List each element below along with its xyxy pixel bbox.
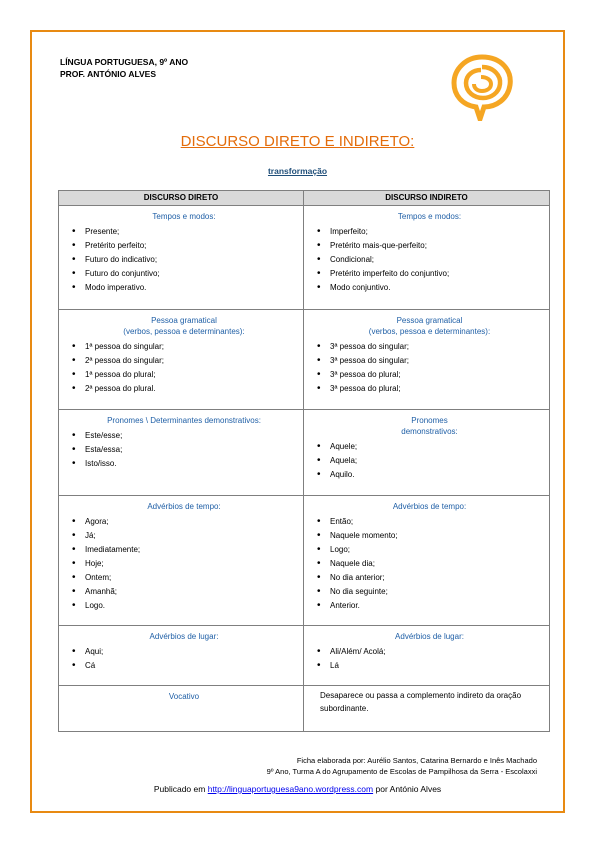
table-row: [59, 310, 550, 410]
list-item: • Naquele dia;: [316, 557, 543, 571]
list-item: • Imperfeito;: [316, 225, 543, 239]
list-item: • No dia anterior;: [316, 571, 543, 585]
list-item: • Aquele;: [316, 440, 543, 454]
list-item: • 3ª pessoa do plural;: [316, 382, 543, 396]
list-item: • Então;: [316, 515, 543, 529]
table-header-row: [59, 191, 550, 206]
list-item: • Imediatamente;: [71, 543, 297, 557]
bullet-list: [71, 429, 297, 471]
table-cell: [304, 626, 550, 686]
table-cell: [59, 496, 304, 626]
section-title: Advérbios de lugar:: [149, 632, 219, 641]
blog-link[interactable]: http://linguaportuguesa9ano.wordpress.com: [207, 784, 374, 794]
column-header-indirect: DISCURSO INDIRETO: [304, 191, 550, 206]
list-item: • Ontem;: [71, 571, 297, 585]
list-item: • Hoje;: [71, 557, 297, 571]
table-cell: [304, 686, 550, 732]
list-item: • Esta/essa;: [71, 443, 297, 457]
list-item: • 1ª pessoa do singular;: [71, 340, 297, 354]
table-cell: [59, 686, 304, 732]
comparison-table: [58, 190, 550, 732]
list-item: • Cá: [71, 659, 297, 673]
section-title: [316, 415, 543, 437]
table-row: [59, 410, 550, 496]
bullet-list: [316, 645, 543, 673]
list-item: • Logo;: [316, 543, 543, 557]
list-item: • 3ª pessoa do singular;: [316, 354, 543, 368]
document-subtitle: transformação: [267, 166, 328, 176]
table-row: [59, 686, 550, 732]
list-item: • Amanhã;: [71, 585, 297, 599]
footer-authors: Ficha elaborada por: Aurélio Santos, Catarina Bernardo e Inês Machado: [296, 756, 537, 765]
table-cell: [304, 310, 550, 410]
list-item: • Futuro do conjuntivo;: [71, 267, 297, 281]
document-title: DISCURSO DIRETO E INDIRETO:: [180, 133, 415, 150]
table-cell: [59, 310, 304, 410]
list-item: • 2ª pessoa do singular;: [71, 354, 297, 368]
table-row: [59, 496, 550, 626]
section-title-line1: Pronomes: [411, 416, 448, 425]
published-suffix: por António Alves: [375, 784, 442, 794]
list-item: • Presente;: [71, 225, 297, 239]
bullet-list: [316, 225, 543, 295]
list-item: • 3ª pessoa do plural;: [316, 368, 543, 382]
section-title: [71, 315, 297, 337]
list-item: • Modo imperativo.: [71, 281, 297, 295]
list-item: • 1ª pessoa do plural;: [71, 368, 297, 382]
section-title: Advérbios de tempo:: [392, 502, 467, 511]
list-item: • Pretérito perfeito;: [71, 239, 297, 253]
list-item: • 3ª pessoa do singular;: [316, 340, 543, 354]
section-title-line2: (verbos, pessoa e determinantes):: [368, 327, 491, 336]
section-title: Pronomes \ Determinantes demonstrativos:: [107, 416, 261, 425]
published-line: [0, 784, 595, 794]
table-cell: [59, 206, 304, 310]
cell-text: Desaparece ou passa a complemento indireto da oração subordinante.: [320, 691, 522, 713]
section-title: [316, 315, 543, 337]
list-item: • Aquilo.: [316, 468, 543, 482]
list-item: • Aqui;: [71, 645, 297, 659]
section-title-line2: (verbos, pessoa e determinantes):: [123, 327, 245, 336]
list-item: • Pretérito mais-que-perfeito;: [316, 239, 543, 253]
section-title-line1: Pessoa gramatical: [396, 316, 463, 325]
table-cell: [304, 206, 550, 310]
bullet-list: [71, 340, 297, 396]
list-item: • Futuro do indicativo;: [71, 253, 297, 267]
table-cell: [59, 410, 304, 496]
list-item: • Pretérito imperfeito do conjuntivo;: [316, 267, 543, 281]
section-title: Advérbios de tempo:: [147, 502, 221, 511]
bullet-list: [71, 225, 297, 295]
list-item: • Lá: [316, 659, 543, 673]
list-item: • Já;: [71, 529, 297, 543]
published-prefix: Publicado em: [153, 784, 206, 794]
bullet-list: [316, 440, 543, 482]
footer-school: 9º Ano, Turma A do Agrupamento de Escolas de Pampilhosa da Serra - Escolaxxi: [266, 767, 537, 776]
table-cell: [304, 410, 550, 496]
table-row: [59, 206, 550, 310]
section-title-line2: demonstrativos:: [401, 427, 458, 436]
spiral-speech-bubble-icon: [446, 49, 518, 121]
bullet-list: [316, 340, 543, 396]
table-cell: [59, 626, 304, 686]
section-title-line1: Pessoa gramatical: [151, 316, 217, 325]
list-item: • 2ª pessoa do plural.: [71, 382, 297, 396]
list-item: • Condicional;: [316, 253, 543, 267]
list-item: • Naquele momento;: [316, 529, 543, 543]
header-subject: LÍNGUA PORTUGUESA, 9º ANO: [60, 57, 189, 67]
list-item: • No dia seguinte;: [316, 585, 543, 599]
table-row: [59, 626, 550, 686]
list-item: • Isto/isso.: [71, 457, 297, 471]
bullet-list: [71, 645, 297, 673]
list-item: • Aquela;: [316, 454, 543, 468]
list-item: • Ali/Além/ Acolá;: [316, 645, 543, 659]
section-title: Tempos e modos:: [152, 212, 216, 221]
section-title-vocativo: Vocativo: [168, 692, 200, 701]
column-header-direct: DISCURSO DIRETO: [59, 191, 304, 206]
list-item: • Agora;: [71, 515, 297, 529]
list-item: • Modo conjuntivo.: [316, 281, 543, 295]
bullet-list: [316, 515, 543, 613]
header-teacher: PROF. ANTÓNIO ALVES: [60, 69, 157, 79]
list-item: • Este/esse;: [71, 429, 297, 443]
section-title: Tempos e modos:: [397, 212, 462, 221]
table-cell: [304, 496, 550, 626]
list-item: • Logo.: [71, 599, 297, 613]
section-title: Advérbios de lugar:: [395, 632, 464, 641]
list-item: • Anterior.: [316, 599, 543, 613]
bullet-list: [71, 515, 297, 613]
